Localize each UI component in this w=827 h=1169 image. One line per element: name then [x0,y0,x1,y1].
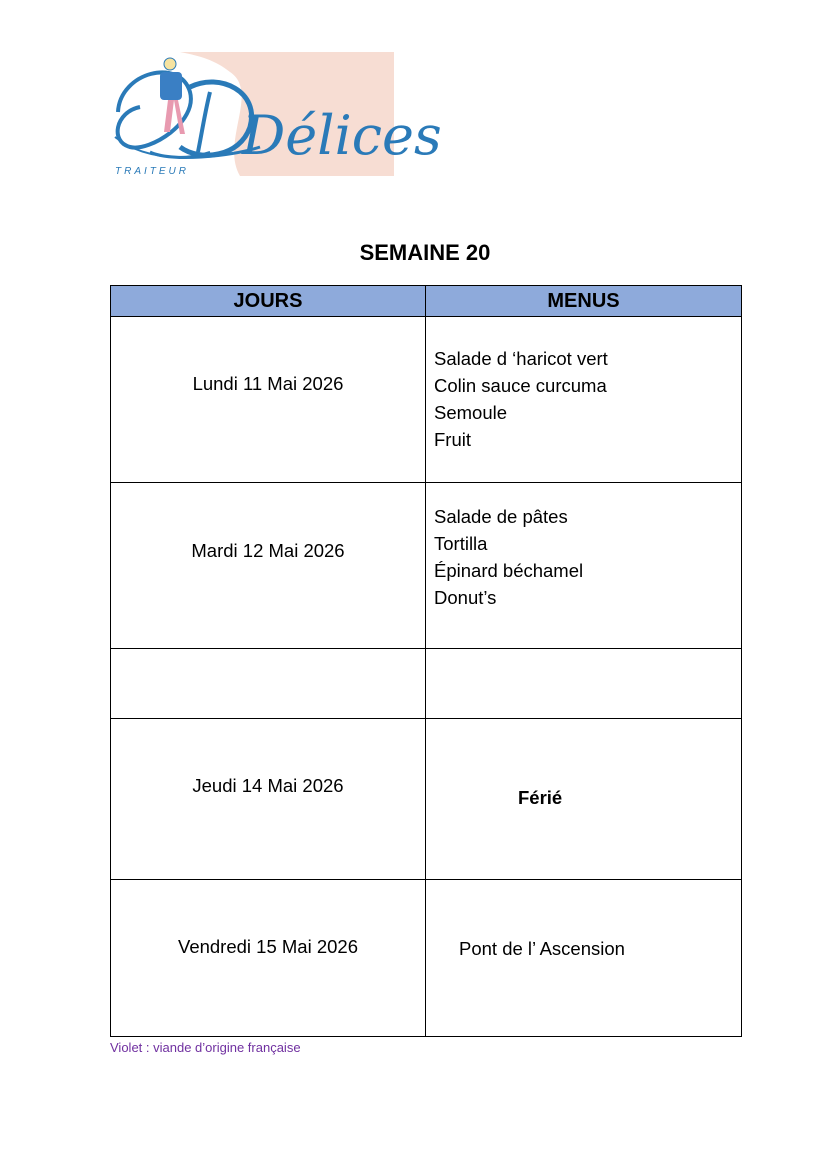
menu-cell [426,483,742,649]
bridge-day-note: Pont de l’ Ascension [459,938,625,959]
logo-brand-text: Délices [242,104,442,167]
day-label: Vendredi 15 Mai 2026 [178,936,358,957]
menu-cell [426,317,742,483]
day-cell [111,483,426,649]
menu-cell [426,649,742,719]
menu-items [434,503,583,611]
menu-item: Semoule [434,402,508,423]
day-label: Mardi 12 Mai 2026 [191,540,345,561]
menu-item: Fruit [434,429,471,450]
delices-traiteur-logo [110,52,442,177]
table-row [111,317,742,483]
page-title: SEMAINE 20 [359,240,491,265]
day-label: Jeudi 14 Mai 2026 [192,775,344,796]
table-header-row [111,286,742,317]
table-row [111,719,742,880]
menu-table [110,285,742,1037]
footnote: Violet : viande d’origine française [110,1040,301,1055]
table-row [111,880,742,1037]
menu-item: Colin sauce curcuma [434,375,607,396]
menu-items [434,345,608,453]
menu-cell [426,880,742,1037]
table-row [111,483,742,649]
holiday-note: Férié [518,787,563,808]
table-row-empty [111,649,742,719]
menu-item: Donut’s [434,587,497,608]
day-cell [111,880,426,1037]
day-label: Lundi 11 Mai 2026 [192,373,344,394]
logo-tagline-text: TRAITEUR [115,166,189,177]
day-cell [111,649,426,719]
menu-item: Salade de pâtes [434,506,568,527]
day-cell [111,719,426,880]
column-header-menus: MENUS [426,286,742,317]
column-header-jours: JOURS [111,286,426,317]
menu-cell [426,719,742,880]
day-cell [111,317,426,483]
menu-item: Épinard béchamel [434,560,584,581]
menu-item: Salade d ‘haricot vert [434,348,608,369]
menu-item: Tortilla [434,533,488,554]
